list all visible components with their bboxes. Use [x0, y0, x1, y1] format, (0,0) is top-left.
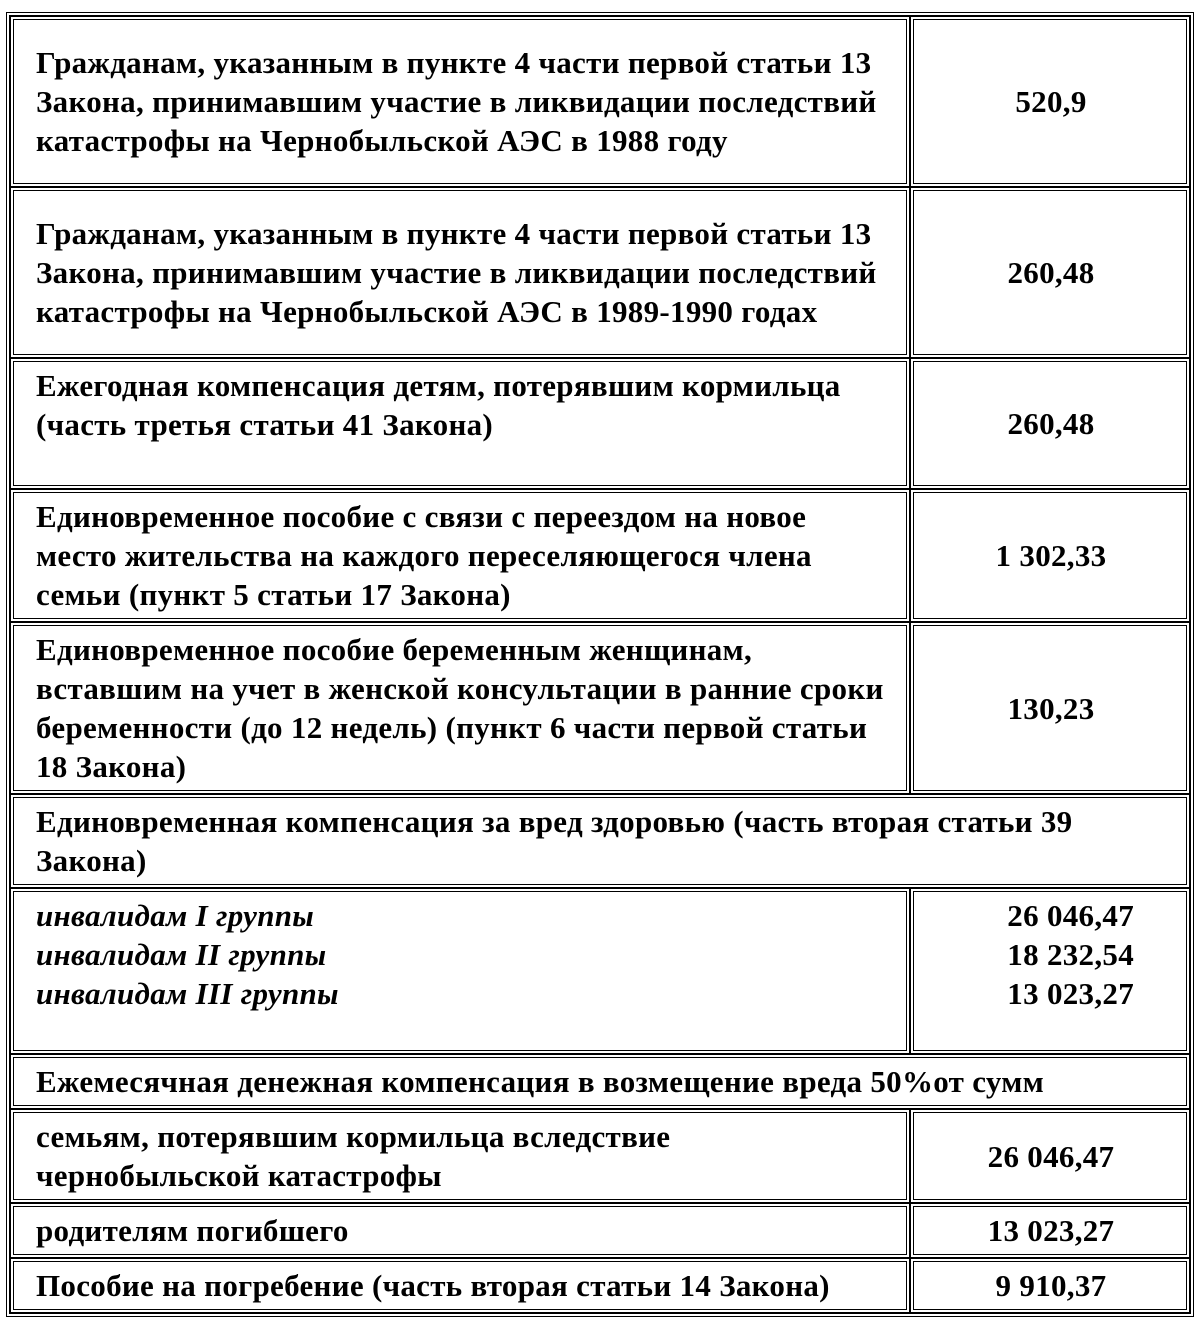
group-label: инвалидам II группы — [36, 937, 327, 972]
table-row — [10, 16, 1190, 187]
row-amount: 260,48 — [910, 187, 1190, 358]
disability-groups-labels — [10, 888, 910, 1054]
table-row — [10, 489, 1190, 622]
row-amount: 520,9 — [910, 16, 1190, 187]
group-amount: 18 232,54 — [1007, 937, 1134, 972]
row-description: Гражданам, указанным в пункте 4 части первой статьи 13 Закона, принимавшим участие в ликвидации последствий катастрофы на Чернобыльской АЭС в 1989-1990 годах — [10, 187, 910, 358]
table-row — [10, 888, 1190, 1054]
row-amount: 260,48 — [910, 358, 1190, 489]
table-row — [10, 1258, 1190, 1313]
group-amount: 13 023,27 — [1007, 976, 1134, 1011]
table-row — [10, 1109, 1190, 1203]
disability-groups-amounts — [910, 888, 1190, 1054]
row-description: Ежегодная компенсация детям, потерявшим кормильца (часть третья статьи 41 Закона) — [10, 358, 910, 489]
table-row — [10, 622, 1190, 794]
row-amount: 13 023,27 — [910, 1203, 1190, 1258]
section-heading-row — [10, 794, 1190, 888]
section-heading-row — [10, 1054, 1190, 1109]
group-amount: 26 046,47 — [1007, 898, 1134, 933]
burial-amount: 9 910,37 — [910, 1258, 1190, 1313]
monthly-compensation-heading: Ежемесячная денежная компенсация в возмещение вреда 50%от сумм — [10, 1054, 1190, 1109]
table-row — [10, 187, 1190, 358]
row-description: Единовременное пособие беременным женщинам, вставшим на учет в женской консультации в ранние сроки беременности (до 12 недель) (пункт 6 части первой статьи 18 Закона) — [10, 622, 910, 794]
benefits-table — [6, 12, 1194, 1317]
row-description: семьям, потерявшим кормильца вследствие чернобыльской катастрофы — [10, 1109, 910, 1203]
row-amount: 1 302,33 — [910, 489, 1190, 622]
table-row — [10, 1203, 1190, 1258]
burial-description: Пособие на погребение (часть вторая статьи 14 Закона) — [10, 1258, 910, 1313]
row-amount: 130,23 — [910, 622, 1190, 794]
group-label: инвалидам I группы — [36, 898, 315, 933]
table-row — [10, 358, 1190, 489]
health-compensation-heading: Единовременная компенсация за вред здоровью (часть вторая статьи 39 Закона) — [10, 794, 1190, 888]
row-description: родителям погибшего — [10, 1203, 910, 1258]
row-description: Единовременное пособие с связи с переездом на новое место жительства на каждого переселяющегося члена семьи (пункт 5 статьи 17 Закона) — [10, 489, 910, 622]
row-amount: 26 046,47 — [910, 1109, 1190, 1203]
row-description: Гражданам, указанным в пункте 4 части первой статьи 13 Закона, принимавшим участие в ликвидации последствий катастрофы на Чернобыльской АЭС в 1988 году — [10, 16, 910, 187]
group-label: инвалидам III группы — [36, 976, 339, 1011]
